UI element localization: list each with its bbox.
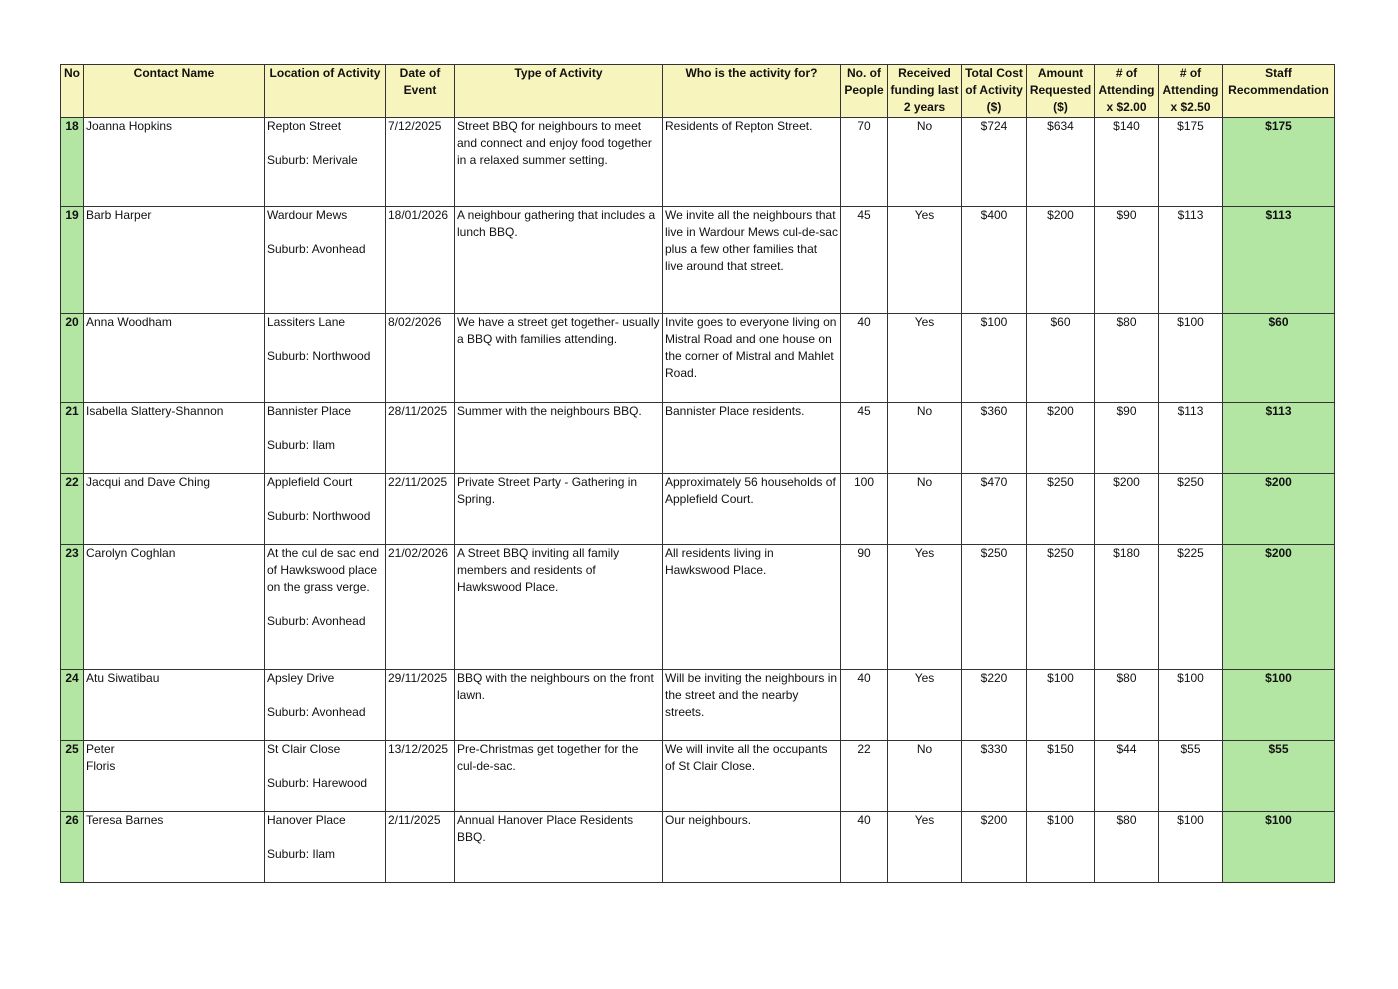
date: 22/11/2025 [386,474,455,545]
suburb: Suburb: Ilam [267,438,336,452]
date: 13/12/2025 [386,741,455,812]
amount-requested: $250 [1027,474,1095,545]
contact-name-cell [84,812,265,883]
audience: Will be inviting the neighbours in the street and the nearby streets. [663,670,841,741]
attending-x-2-50: $113 [1159,403,1223,474]
attending-x-2-50: $55 [1159,741,1223,812]
location: Repton Street [267,119,342,133]
contact-name-cell [84,207,265,314]
table-row [61,545,1335,670]
total-cost: $200 [962,812,1027,883]
audience: We will invite all the occupants of St Clair Close. [663,741,841,812]
suburb: Suburb: Ilam [267,847,336,861]
funding-applications-table [60,64,1335,883]
header-staff-recommendation: Staff Recommendation [1223,65,1335,118]
received-funding: Yes [888,670,962,741]
total-cost: $470 [962,474,1027,545]
attending-x-2: $80 [1095,314,1159,403]
location: Hanover Place [267,813,346,827]
contact-name-cell [84,403,265,474]
audience: Residents of Repton Street. [663,118,841,207]
location-cell [265,314,386,403]
date: 18/01/2026 [386,207,455,314]
attending-x-2-50: $100 [1159,670,1223,741]
amount-requested: $634 [1027,118,1095,207]
audience: All residents living in Hawkswood Place. [663,545,841,670]
row-number: 21 [61,403,84,474]
attending-x-2: $200 [1095,474,1159,545]
location: Wardour Mews [267,208,348,222]
contact-name: Atu Siwatibau [86,671,160,685]
row-number: 24 [61,670,84,741]
activity-type: BBQ with the neighbours on the front lawn. [455,670,663,741]
contact-name: Joanna Hopkins [86,119,173,133]
row-number: 19 [61,207,84,314]
activity-type: Street BBQ for neighbours to meet and connect and enjoy food together in a relaxed summer setting. [455,118,663,207]
amount-requested: $200 [1027,207,1095,314]
total-cost: $400 [962,207,1027,314]
audience: Invite goes to everyone living on Mistral Road and one house on the corner of Mistral and Mahlet Road. [663,314,841,403]
location: Lassiters Lane [267,315,346,329]
amount-requested: $100 [1027,670,1095,741]
table-row [61,207,1335,314]
activity-type: We have a street get together- usually a BBQ with families attending. [455,314,663,403]
audience: We invite all the neighbours that live in Wardour Mews cul-de-sac plus a few other families that live around that street. [663,207,841,314]
received-funding: No [888,118,962,207]
header-attending-2-50: # of Attending x $2.50 [1159,65,1223,118]
received-funding: Yes [888,812,962,883]
contact-name-cell [84,545,265,670]
contact-name-cell [84,670,265,741]
suburb: Suburb: Avonhead [267,614,366,628]
contact-name: Barb Harper [86,208,152,222]
location-cell [265,670,386,741]
audience: Bannister Place residents. [663,403,841,474]
people-count: 40 [841,314,888,403]
header-location: Location of Activity [265,65,386,118]
header-total-cost: Total Cost of Activity ($) [962,65,1027,118]
date: 7/12/2025 [386,118,455,207]
header-type: Type of Activity [455,65,663,118]
contact-name: Jacqui and Dave Ching [86,475,211,489]
contact-name: Anna Woodham [86,315,172,329]
attending-x-2-50: $225 [1159,545,1223,670]
total-cost: $250 [962,545,1027,670]
amount-requested: $250 [1027,545,1095,670]
received-funding: Yes [888,545,962,670]
attending-x-2: $80 [1095,812,1159,883]
contact-name: Carolyn Coghlan [86,546,176,560]
audience: Our neighbours. [663,812,841,883]
location-cell [265,207,386,314]
amount-requested: $200 [1027,403,1095,474]
attending-x-2-50: $250 [1159,474,1223,545]
location-cell [265,118,386,207]
staff-recommendation: $200 [1223,474,1335,545]
staff-recommendation: $60 [1223,314,1335,403]
activity-type: Summer with the neighbours BBQ. [455,403,663,474]
location-cell [265,474,386,545]
contact-name-cell [84,741,265,812]
table-row [61,741,1335,812]
table-row [61,670,1335,741]
attending-x-2: $80 [1095,670,1159,741]
row-number: 22 [61,474,84,545]
activity-type: Annual Hanover Place Residents BBQ. [455,812,663,883]
suburb: Suburb: Northwood [267,509,371,523]
staff-recommendation: $113 [1223,403,1335,474]
table-row [61,812,1335,883]
people-count: 45 [841,207,888,314]
contact-name-cell [84,118,265,207]
attending-x-2: $90 [1095,207,1159,314]
total-cost: $100 [962,314,1027,403]
location-cell [265,812,386,883]
location: Apsley Drive [267,671,335,685]
header-no: No [61,65,84,118]
people-count: 40 [841,812,888,883]
table-row [61,474,1335,545]
date: 28/11/2025 [386,403,455,474]
activity-type: Pre-Christmas get together for the cul-de-sac. [455,741,663,812]
staff-recommendation: $175 [1223,118,1335,207]
contact-name-line2: Floris [86,759,116,773]
total-cost: $360 [962,403,1027,474]
staff-recommendation: $200 [1223,545,1335,670]
location: St Clair Close [267,742,341,756]
people-count: 70 [841,118,888,207]
people-count: 45 [841,403,888,474]
header-date: Date of Event [386,65,455,118]
people-count: 40 [841,670,888,741]
staff-recommendation: $100 [1223,670,1335,741]
attending-x-2-50: $100 [1159,314,1223,403]
location-cell [265,545,386,670]
received-funding: Yes [888,314,962,403]
activity-type: A Street BBQ inviting all family members and residents of Hawkswood Place. [455,545,663,670]
attending-x-2: $90 [1095,403,1159,474]
row-number: 20 [61,314,84,403]
attending-x-2-50: $175 [1159,118,1223,207]
attending-x-2: $180 [1095,545,1159,670]
staff-recommendation: $55 [1223,741,1335,812]
received-funding: No [888,474,962,545]
suburb: Suburb: Avonhead [267,242,366,256]
attending-x-2: $140 [1095,118,1159,207]
people-count: 100 [841,474,888,545]
header-attending-2: # of Attending x $2.00 [1095,65,1159,118]
contact-name: Isabella Slattery-Shannon [86,404,224,418]
contact-name: Teresa Barnes [86,813,164,827]
received-funding: No [888,403,962,474]
suburb: Suburb: Merivale [267,153,358,167]
total-cost: $330 [962,741,1027,812]
total-cost: $724 [962,118,1027,207]
location: At the cul de sac end of Hawkswood place on the grass verge. [267,546,380,594]
contact-name-cell [84,474,265,545]
date: 2/11/2025 [386,812,455,883]
amount-requested: $100 [1027,812,1095,883]
amount-requested: $150 [1027,741,1095,812]
contact-name: Peter [86,742,115,756]
table-row [61,314,1335,403]
location-cell [265,741,386,812]
received-funding: Yes [888,207,962,314]
header-funded: Received funding last 2 years [888,65,962,118]
suburb: Suburb: Northwood [267,349,371,363]
contact-name-cell [84,314,265,403]
location: Applefield Court [267,475,353,489]
date: 8/02/2026 [386,314,455,403]
header-people: No. of People [841,65,888,118]
row-number: 18 [61,118,84,207]
audience: Approximately 56 households of Applefield Court. [663,474,841,545]
activity-type: Private Street Party - Gathering in Spring. [455,474,663,545]
people-count: 22 [841,741,888,812]
row-number: 23 [61,545,84,670]
attending-x-2-50: $100 [1159,812,1223,883]
suburb: Suburb: Harewood [267,776,368,790]
suburb: Suburb: Avonhead [267,705,366,719]
staff-recommendation: $100 [1223,812,1335,883]
header-contact-name: Contact Name [84,65,265,118]
date: 29/11/2025 [386,670,455,741]
location-cell [265,403,386,474]
row-number: 26 [61,812,84,883]
people-count: 90 [841,545,888,670]
table-row [61,403,1335,474]
total-cost: $220 [962,670,1027,741]
date: 21/02/2026 [386,545,455,670]
amount-requested: $60 [1027,314,1095,403]
location: Bannister Place [267,404,352,418]
received-funding: No [888,741,962,812]
table-row [61,118,1335,207]
attending-x-2-50: $113 [1159,207,1223,314]
activity-type: A neighbour gathering that includes a lunch BBQ. [455,207,663,314]
header-who: Who is the activity for? [663,65,841,118]
staff-recommendation: $113 [1223,207,1335,314]
header-row [61,65,1335,118]
row-number: 25 [61,741,84,812]
header-amount-requested: Amount Requested ($) [1027,65,1095,118]
attending-x-2: $44 [1095,741,1159,812]
